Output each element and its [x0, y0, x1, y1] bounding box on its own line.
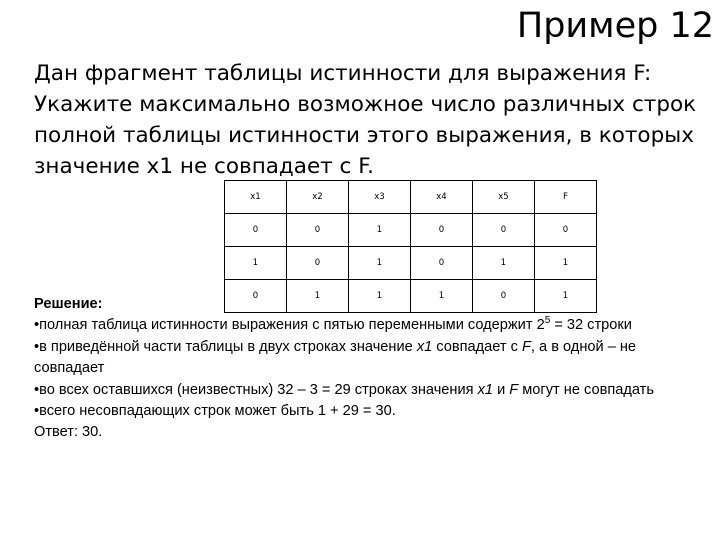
bullet-3-text-mid: и	[493, 381, 510, 398]
header-cell: x3	[349, 181, 411, 214]
table-cell: 0	[287, 247, 349, 280]
bullet-2-var-f: F	[522, 338, 531, 355]
table-cell: 0	[225, 280, 287, 313]
table-cell: 1	[535, 247, 597, 280]
bullet-2-text: •в приведённой части таблицы в двух строках значение	[34, 338, 417, 355]
bullet-3-text: •во всех оставшихся (неизвестных) 32 – 3 = 29 строках значения	[34, 381, 478, 398]
bullet-3-var-f: F	[509, 381, 519, 398]
header-cell: x4	[411, 181, 473, 214]
bullet-1-text: •полная таблица истинности выражения с пятью переменными содержит 2	[34, 317, 545, 334]
table-cell: 1	[411, 280, 473, 313]
table-cell: 0	[225, 214, 287, 247]
header-cell: x5	[473, 181, 535, 214]
table-cell: 0	[473, 280, 535, 313]
table-cell: 1	[473, 247, 535, 280]
answer-line: Ответ: 30.	[34, 424, 103, 441]
header-cell: F	[535, 181, 597, 214]
solution-bullet-2	[34, 337, 684, 380]
table-cell: 0	[473, 214, 535, 247]
task-text	[34, 58, 714, 182]
table-header-row	[225, 181, 597, 214]
task-line-2: Укажите максимально возможное число различных строк полной таблицы истинности этого выражения, в которых значение x1 не совпадает с F.	[34, 92, 697, 179]
solution-bullet-1	[34, 315, 684, 336]
table-cell: 1	[349, 280, 411, 313]
table-cell: 1	[349, 214, 411, 247]
slide-title: Пример 12	[516, 6, 714, 46]
table-cell: 0	[411, 214, 473, 247]
table-cell: 1	[287, 280, 349, 313]
bullet-1-exponent: 5	[544, 315, 551, 327]
bullet-3-text-end: могут не совпадать	[518, 381, 654, 398]
bullet-2-text-mid: совпадает с	[432, 338, 522, 355]
table-cell: 0	[287, 214, 349, 247]
bullet-3-var-x1: x1	[477, 381, 494, 398]
header-cell: x2	[287, 181, 349, 214]
solution-bullet-3	[34, 380, 684, 401]
table-cell: 0	[411, 247, 473, 280]
task-line-1: Дан фрагмент таблицы истинности для выражения F:	[34, 61, 652, 86]
table-cell: 1	[349, 247, 411, 280]
bullet-2-text-end: , а в одной – не совпадает	[34, 338, 637, 377]
table-cell: 0	[535, 214, 597, 247]
table-row	[225, 247, 597, 280]
solution-bullet-4: •всего несовпадающих строк может быть 1 + 29 = 30.	[34, 403, 396, 420]
solution-heading: Решение:	[34, 296, 103, 312]
table-row	[225, 214, 597, 247]
bullet-1-text-end: = 32 строки	[550, 317, 632, 334]
table-cell: 1	[225, 247, 287, 280]
table-cell: 1	[535, 280, 597, 313]
header-cell: x1	[225, 181, 287, 214]
solution-block	[34, 294, 684, 444]
bullet-2-var-x1: x1	[416, 338, 433, 355]
